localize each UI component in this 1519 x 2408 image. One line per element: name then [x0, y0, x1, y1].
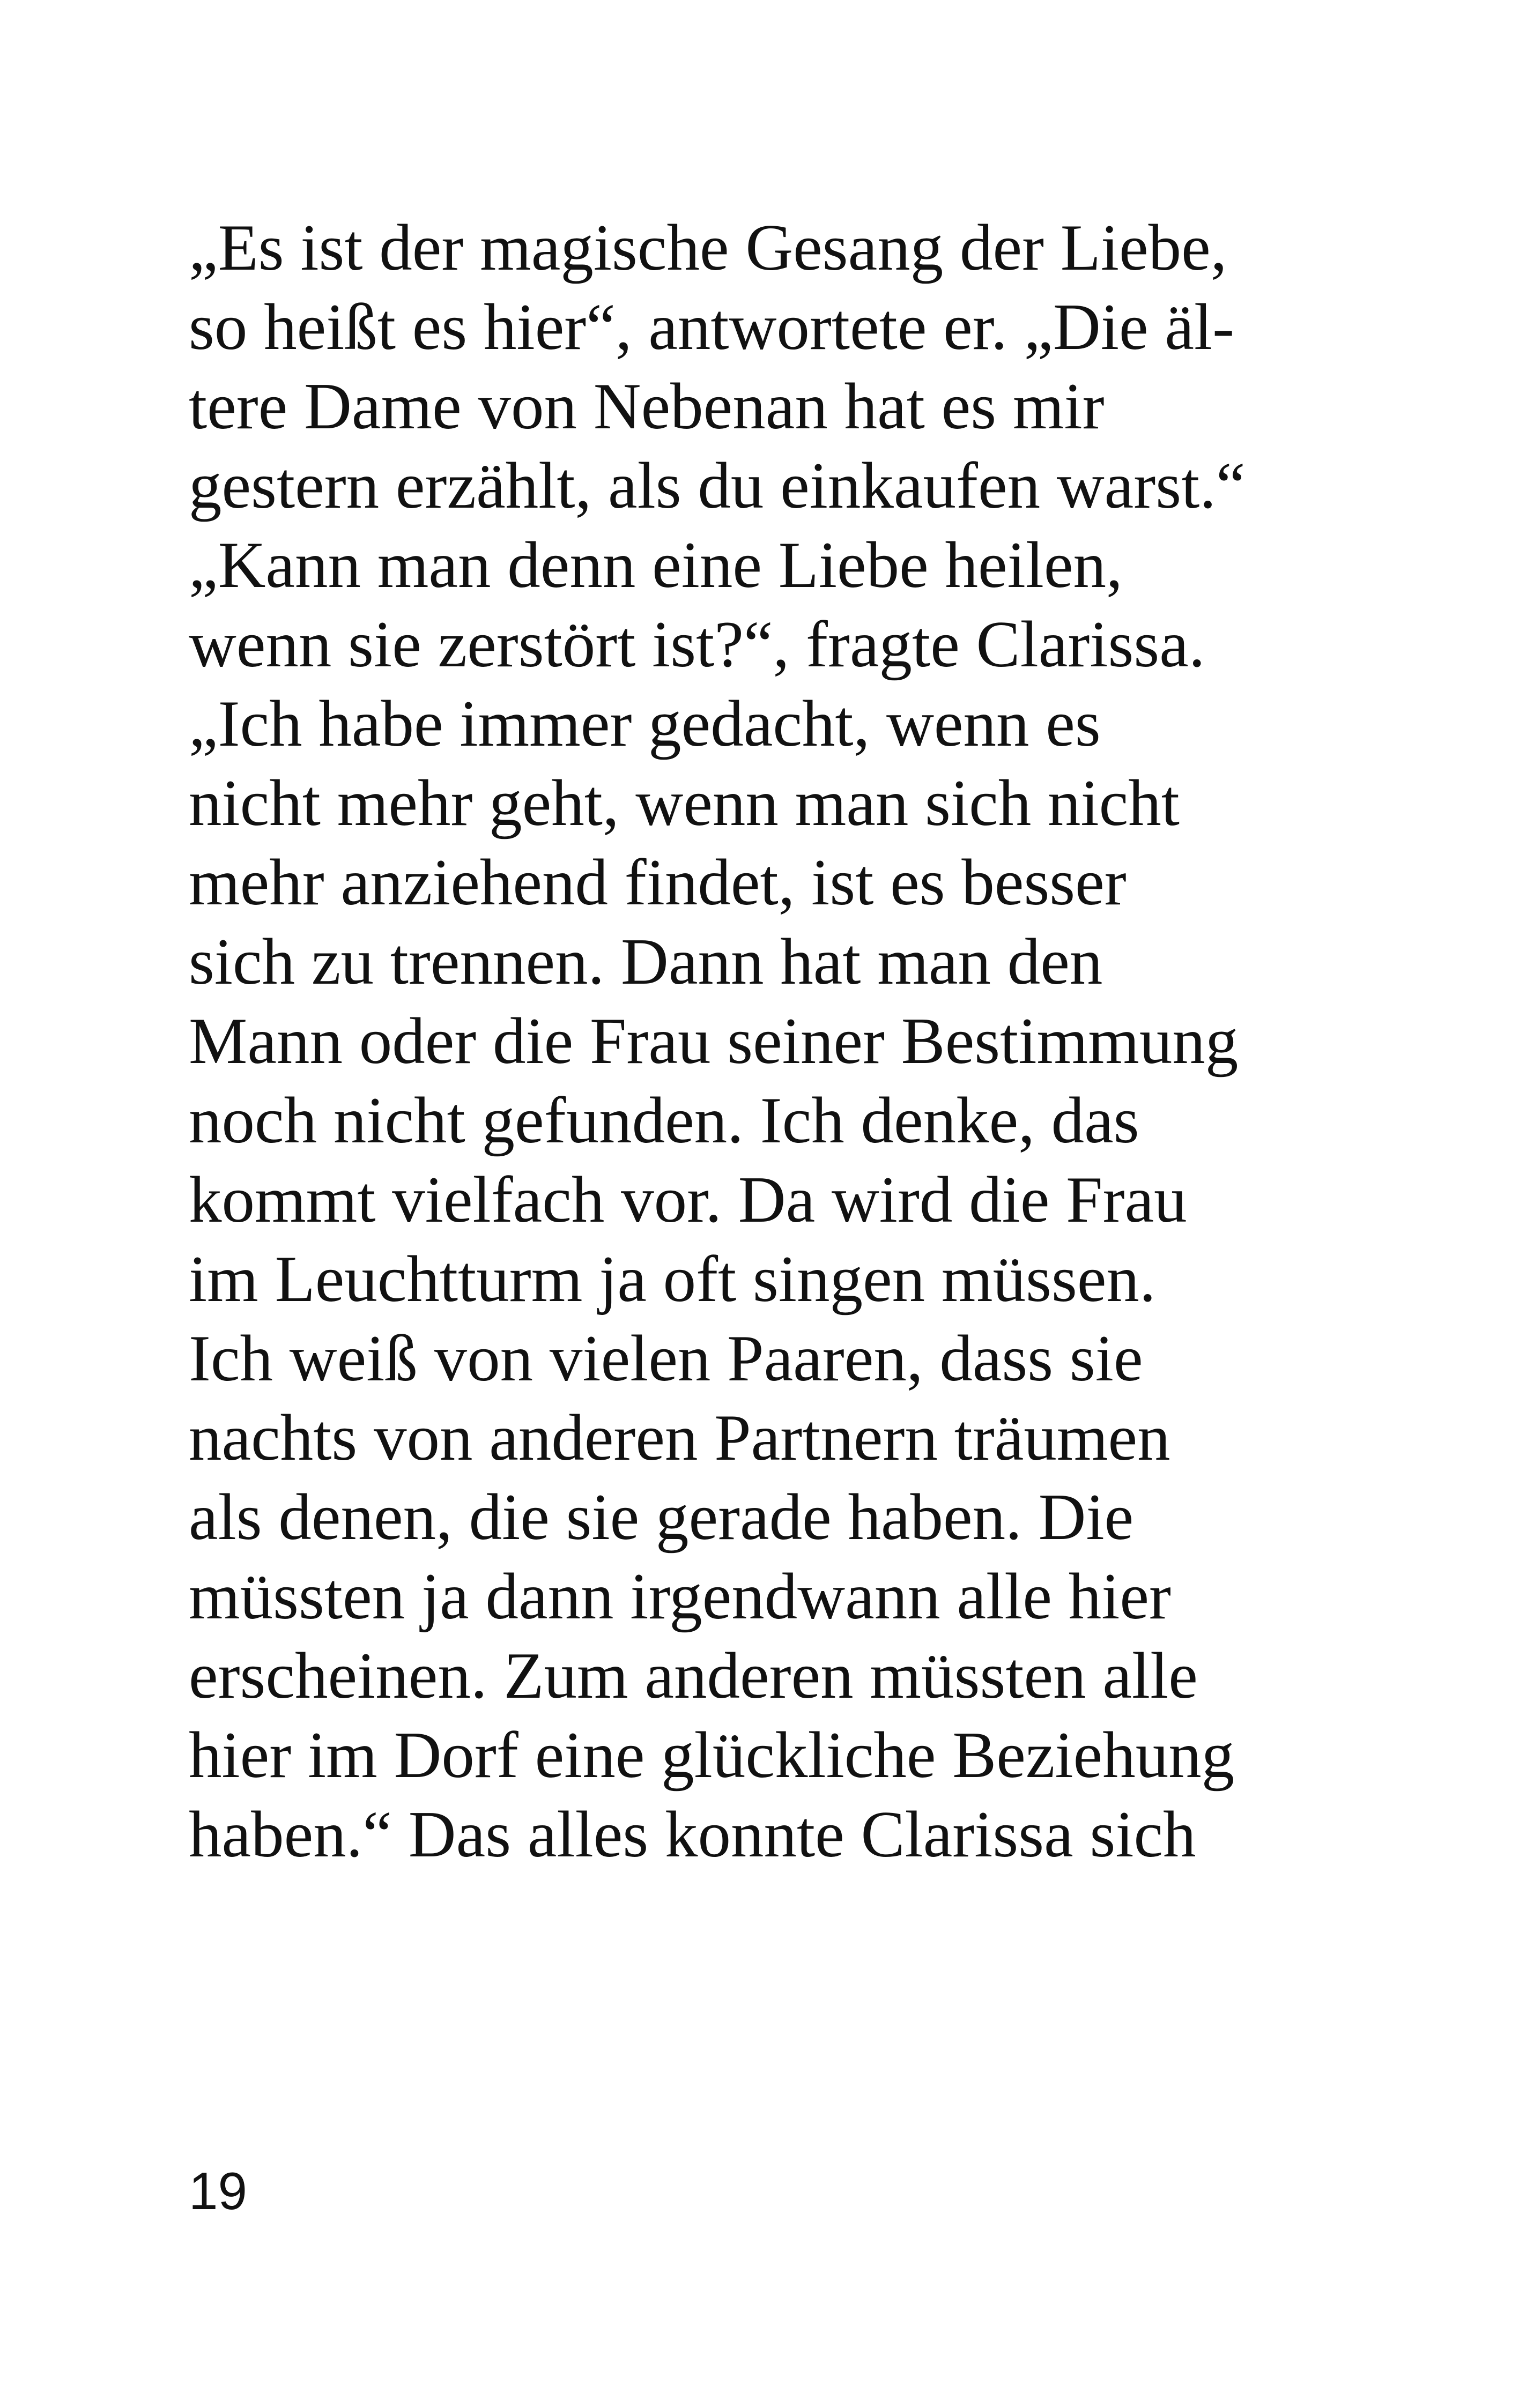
- text-line: „Ich habe immer gedacht, wenn es: [189, 687, 1101, 760]
- text-line: nachts von anderen Partnern träumen: [189, 1401, 1170, 1474]
- text-line: als denen, die sie gerade haben. Die: [189, 1480, 1134, 1554]
- text-line: gestern erzählt, als du einkaufen warst.“: [189, 449, 1246, 522]
- body-text: [189, 208, 1422, 1874]
- text-line: müssten ja dann irgendwann alle hier: [189, 1559, 1171, 1633]
- text-line: haben.“ Das alles konnte Clarissa sich: [189, 1797, 1196, 1871]
- text-line: so heißt es hier“, antwortete er. „Die äl-: [189, 290, 1235, 363]
- text-line: Mann oder die Frau seiner Bestimmung: [189, 1004, 1239, 1077]
- text-line: nicht mehr geht, wenn man sich nicht: [189, 766, 1180, 839]
- text-line: „Kann man denn eine Liebe heilen,: [189, 528, 1123, 601]
- text-line: Ich weiß von vielen Paaren, dass sie: [189, 1321, 1143, 1395]
- text-line: „Es ist der magische Gesang der Liebe,: [189, 211, 1227, 284]
- text-line: noch nicht gefunden. Ich denke, das: [189, 1083, 1139, 1157]
- text-line: tere Dame von Nebenan hat es mir: [189, 369, 1105, 443]
- text-line: hier im Dorf eine glückliche Beziehung: [189, 1718, 1235, 1792]
- text-line: sich zu trennen. Dann hat man den: [189, 925, 1103, 998]
- text-line: kommt vielfach vor. Da wird die Frau: [189, 1163, 1187, 1236]
- text-line: im Leuchtturm ja oft singen müssen.: [189, 1242, 1156, 1316]
- text-line: erscheinen. Zum anderen müssten alle: [189, 1639, 1198, 1712]
- text-line: wenn sie zerstört ist?“, fragte Clarissa.: [189, 607, 1205, 681]
- text-line: mehr anziehend findet, ist es besser: [189, 845, 1127, 919]
- page-number: 19: [189, 2161, 248, 2220]
